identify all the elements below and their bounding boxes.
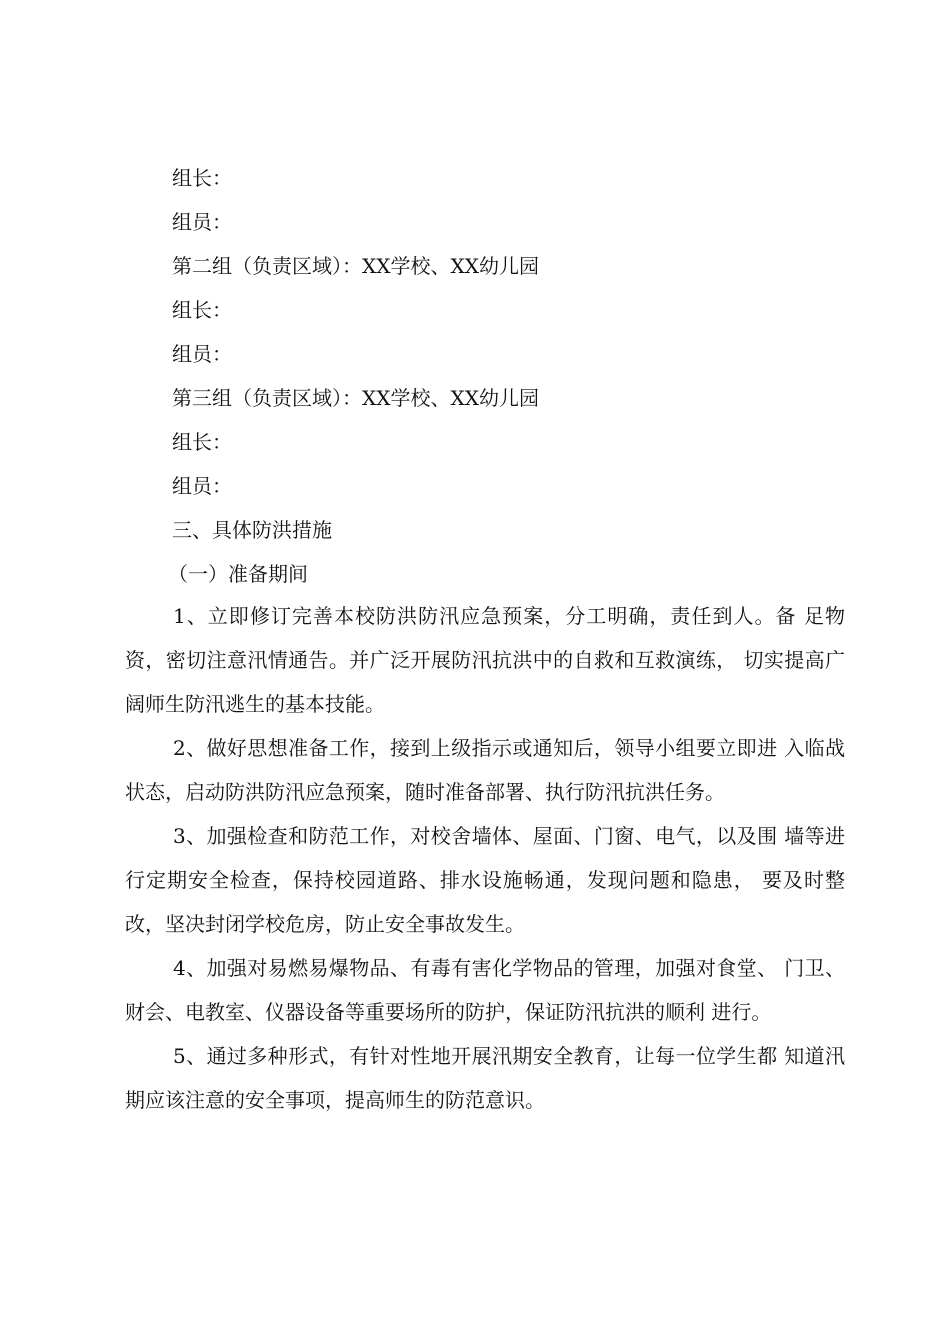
paragraph-3: 3、加强检查和防范工作，对校舍墙体、屋面、门窗、电气，以及围 墙等进行定期安全检查，保持校园道路、排水设施畅通，发现问题和隐患， 要及时整改，坚决封闭学校危房，防止安全事故发生。: [125, 824, 845, 936]
group2-members-label: 组员：: [172, 342, 232, 366]
group3-heading: 第三组（负责区域）：XX学校、XX幼儿园: [172, 386, 539, 410]
group1-leader-label: 组长：: [172, 166, 232, 190]
section-heading: 三、具体防洪措施: [172, 518, 332, 542]
group2-heading: 第二组（负责区域）：XX学校、XX幼儿园: [172, 254, 539, 278]
group2-leader-label: 组长：: [172, 298, 232, 322]
paragraph-1: 1、立即修订完善本校防洪防汛应急预案，分工明确，责任到人。备 足物资，密切注意汛情通告。并广泛开展防汛抗洪中的自救和互救演练， 切实提高广阔师生防汛逃生的基本技能。: [125, 604, 845, 716]
paragraph-2: 2、做好思想准备工作，接到上级指示或通知后，领导小组要立即进 入临战状态，启动防洪防汛应急预案，随时准备部署、执行防汛抗洪任务。: [125, 736, 845, 804]
paragraph-5: 5、通过多种形式，有针对性地开展汛期安全教育，让每一位学生都 知道汛期应该注意的安全事项，提高师生的防范意识。: [125, 1044, 845, 1112]
group1-members-label: 组员：: [172, 210, 232, 234]
paragraph-4: 4、加强对易燃易爆物品、有毒有害化学物品的管理，加强对食堂、 门卫、财会、电教室、仪器设备等重要场所的防护，保证防汛抗洪的顺利 进行。: [125, 956, 845, 1024]
group3-leader-label: 组长：: [172, 430, 232, 454]
subsection-heading: （一）准备期间: [168, 562, 308, 586]
group3-members-label: 组员：: [172, 474, 232, 498]
